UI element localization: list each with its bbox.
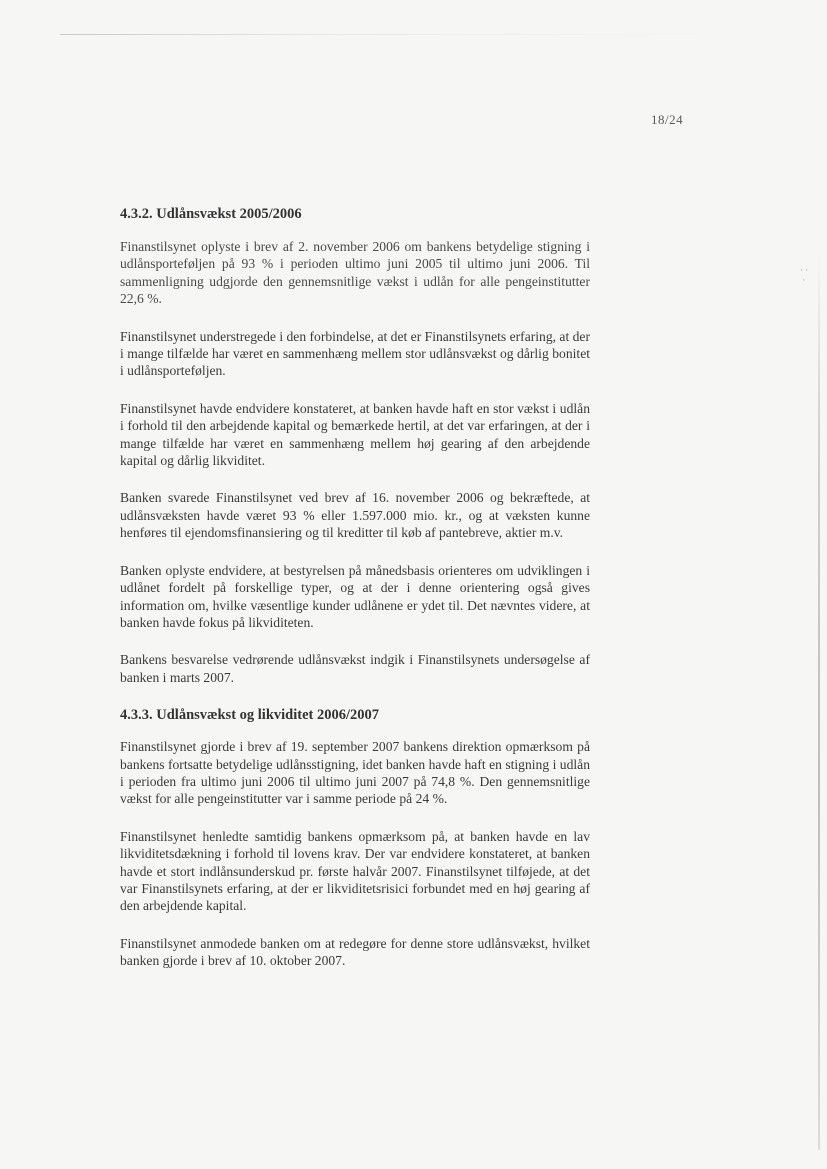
section-heading-4-3-2: 4.3.2. Udlånsvækst 2005/2006: [120, 206, 302, 222]
page-number: 18/24: [651, 112, 684, 127]
paragraph: Finanstilsynet havde endvidere konstateret, at banken havde haft en stor vækst i udlån i forhold til den arbejdende kapital og bemærkede hertil, at det var erfaringen, at der i mange tilfælde har været en sammenhæng mellem høj gearing af den arbejdende kapital og dårlig likviditet.: [120, 400, 590, 469]
paragraph: Finanstilsynet henledte samtidig bankens opmærksom på, at banken havde en lav likviditetsdækning i forhold til lovens krav. Der var endvidere konstateret, at banken havde et stort indlånsunderskud pr. første halvår 2007. Finanstilsynet tilføjede, at det var Finanstilsynets erfaring, at der er likviditetsrisici forbundet med en høj gearing af den arbejdende kapital.: [120, 828, 590, 914]
paragraph: Bankens besvarelse vedrørende udlånsvækst indgik i Finanstilsynets undersøgelse af banken i marts 2007.: [120, 652, 590, 685]
document-body: [120, 205, 590, 990]
paragraph: Finanstilsynet oplyste i brev af 2. november 2006 om bankens betydelige stigning i udlånsporteføljen på 93 % i perioden ultimo juni 2005 til ultimo juni 2006. Til sammenligning udgjorde den gennemsnitlige vækst i udlån for alle pengeinstitutter 22,6 %.: [120, 239, 590, 307]
paragraph: Finanstilsynet gjorde i brev af 19. september 2007 bankens direktion opmærksom på bankens fortsatte betydelige udlånsstigning, idet banken havde haft en stigning i udlån i perioden fra ultimo juni 2006 til ultimo juni 2007 på 74,8 %. Den gennemsnitlige vækst for alle pengeinstitutter var i samme periode på 24 %.: [120, 739, 590, 807]
paragraph: Finanstilsynet anmodede banken om at redegøre for denne store udlånsvækst, hvilket banken gjorde i brev af 10. oktober 2007.: [120, 935, 590, 969]
section-heading-4-3-3: 4.3.3. Udlånsvækst og likviditet 2006/2007: [120, 707, 380, 724]
scan-edge-right: [818, 250, 820, 1150]
scan-speck: · · ·: [800, 265, 809, 285]
paragraph: Banken oplyste endvidere, at bestyrelsen på månedsbasis orienteres om udviklingen i udlånet fordelt på forskellige typer, og at der i denne orientering også gives information om, hvilke væsentlige kunder udlånene er ydet til. Det nævntes videre, at banken havde fokus på likviditeten.: [120, 562, 590, 630]
paragraph: Finanstilsynet understregede i den forbindelse, at det er Finanstilsynets erfaring, at der i mange tilfælde har været en sammenhæng mellem stor udlånsvækst og dårlig bonitet i udlånsporteføljen.: [120, 328, 590, 379]
scan-edge-top: [60, 34, 760, 35]
paragraph: Banken svarede Finanstilsynet ved brev af 16. november 2006 og bekræftede, at udlånsvæksten havde været 93 % eller 1.597.000 mio. kr., og at væksten kunne henføres til ejendomsfinansiering og til kreditter til køb af pantebreve, aktier m.v.: [120, 490, 590, 541]
